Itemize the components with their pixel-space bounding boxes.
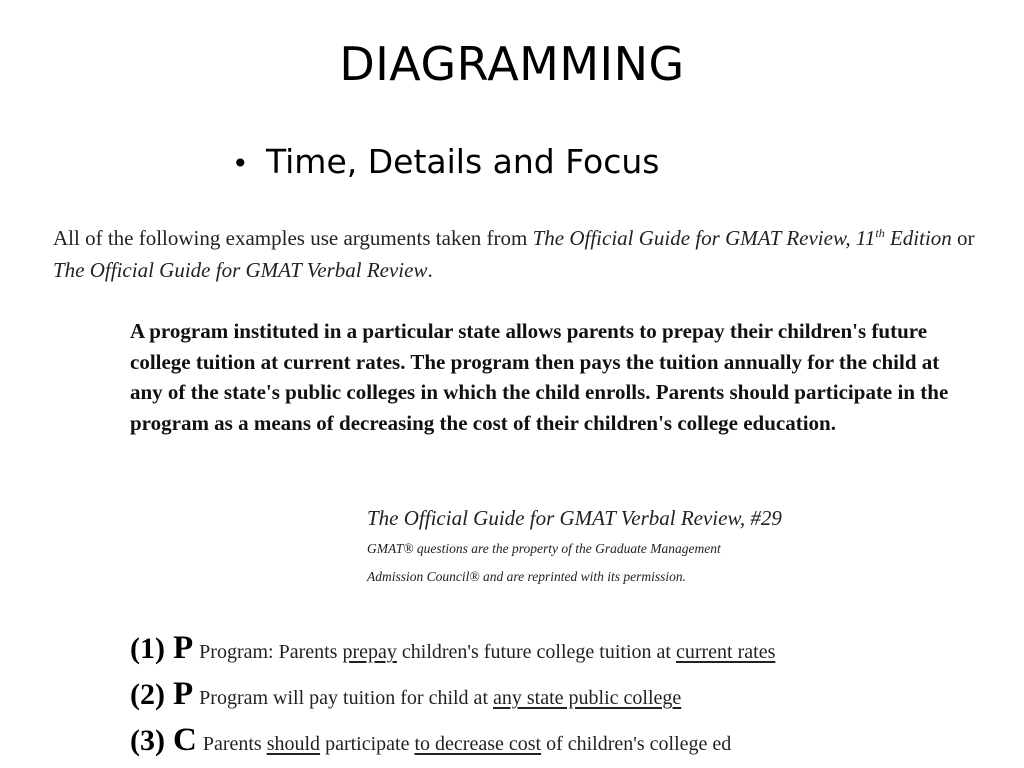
point-underlined: should [266, 733, 321, 755]
point-text [203, 733, 731, 755]
point-underlined: any state public college [493, 687, 682, 709]
diagram-points [130, 628, 1010, 766]
point-letter: P [172, 630, 194, 666]
point-text-part: Program will pay tuition for child at [199, 687, 493, 709]
point-number: (1) [130, 632, 165, 665]
point-number: (3) [130, 724, 165, 757]
point-letter: P [172, 676, 194, 712]
citation-note-line-2: Admission Council® and are reprinted with its permission. [367, 569, 687, 584]
argument-passage: A program instituted in a particular state allows parents to prepay their children's future college tuition at current rates. The program then pays the tuition annually for the child at any of the state's public colleges in which the child enrolls. Parents should participate in the program as a means of decreasing the cost of their children's college education. [130, 319, 949, 435]
point-text-part: Program: Parents [199, 641, 343, 663]
diagram-point-1 [130, 628, 1010, 674]
citation-title: The Official Guide for GMAT Verbal Review, #29 [367, 506, 782, 530]
point-text-part: participate [320, 733, 415, 755]
point-text-part: Parents [202, 733, 267, 755]
book-title-1-edition: Edition [884, 226, 952, 250]
point-underlined: to decrease cost [414, 733, 542, 755]
point-underlined: prepay [342, 641, 397, 663]
intro-paragraph [53, 222, 983, 286]
diagram-point-3 [130, 720, 1010, 766]
intro-text-2: or [951, 226, 975, 250]
book-title-1 [533, 226, 952, 250]
point-number: (2) [130, 678, 165, 711]
citation [367, 502, 927, 592]
book-title-2: The Official Guide for GMAT Verbal Review [53, 258, 428, 282]
point-underlined: current rates [675, 641, 776, 663]
bullet-dot-icon: • [232, 147, 249, 180]
point-text [199, 687, 681, 709]
citation-note-line-1: GMAT® questions are the property of the Graduate Management [367, 541, 721, 556]
intro-text-end: . [427, 258, 433, 282]
intro-text-1: All of the following examples use arguments taken from [53, 226, 533, 250]
diagram-point-2 [130, 674, 1010, 720]
point-letter: C [172, 722, 197, 758]
bullet-item [232, 140, 659, 186]
bullet-text: Time, Details and Focus [266, 142, 660, 181]
point-text-part: children's future college tuition at [396, 641, 676, 663]
edition-suffix: th [875, 226, 885, 240]
book-title-1-main: The Official Guide for GMAT Review, 11 [532, 226, 876, 250]
slide-title: DIAGRAMMING [339, 37, 685, 91]
point-text-part: of children's college ed [541, 733, 732, 755]
point-text [199, 641, 775, 663]
